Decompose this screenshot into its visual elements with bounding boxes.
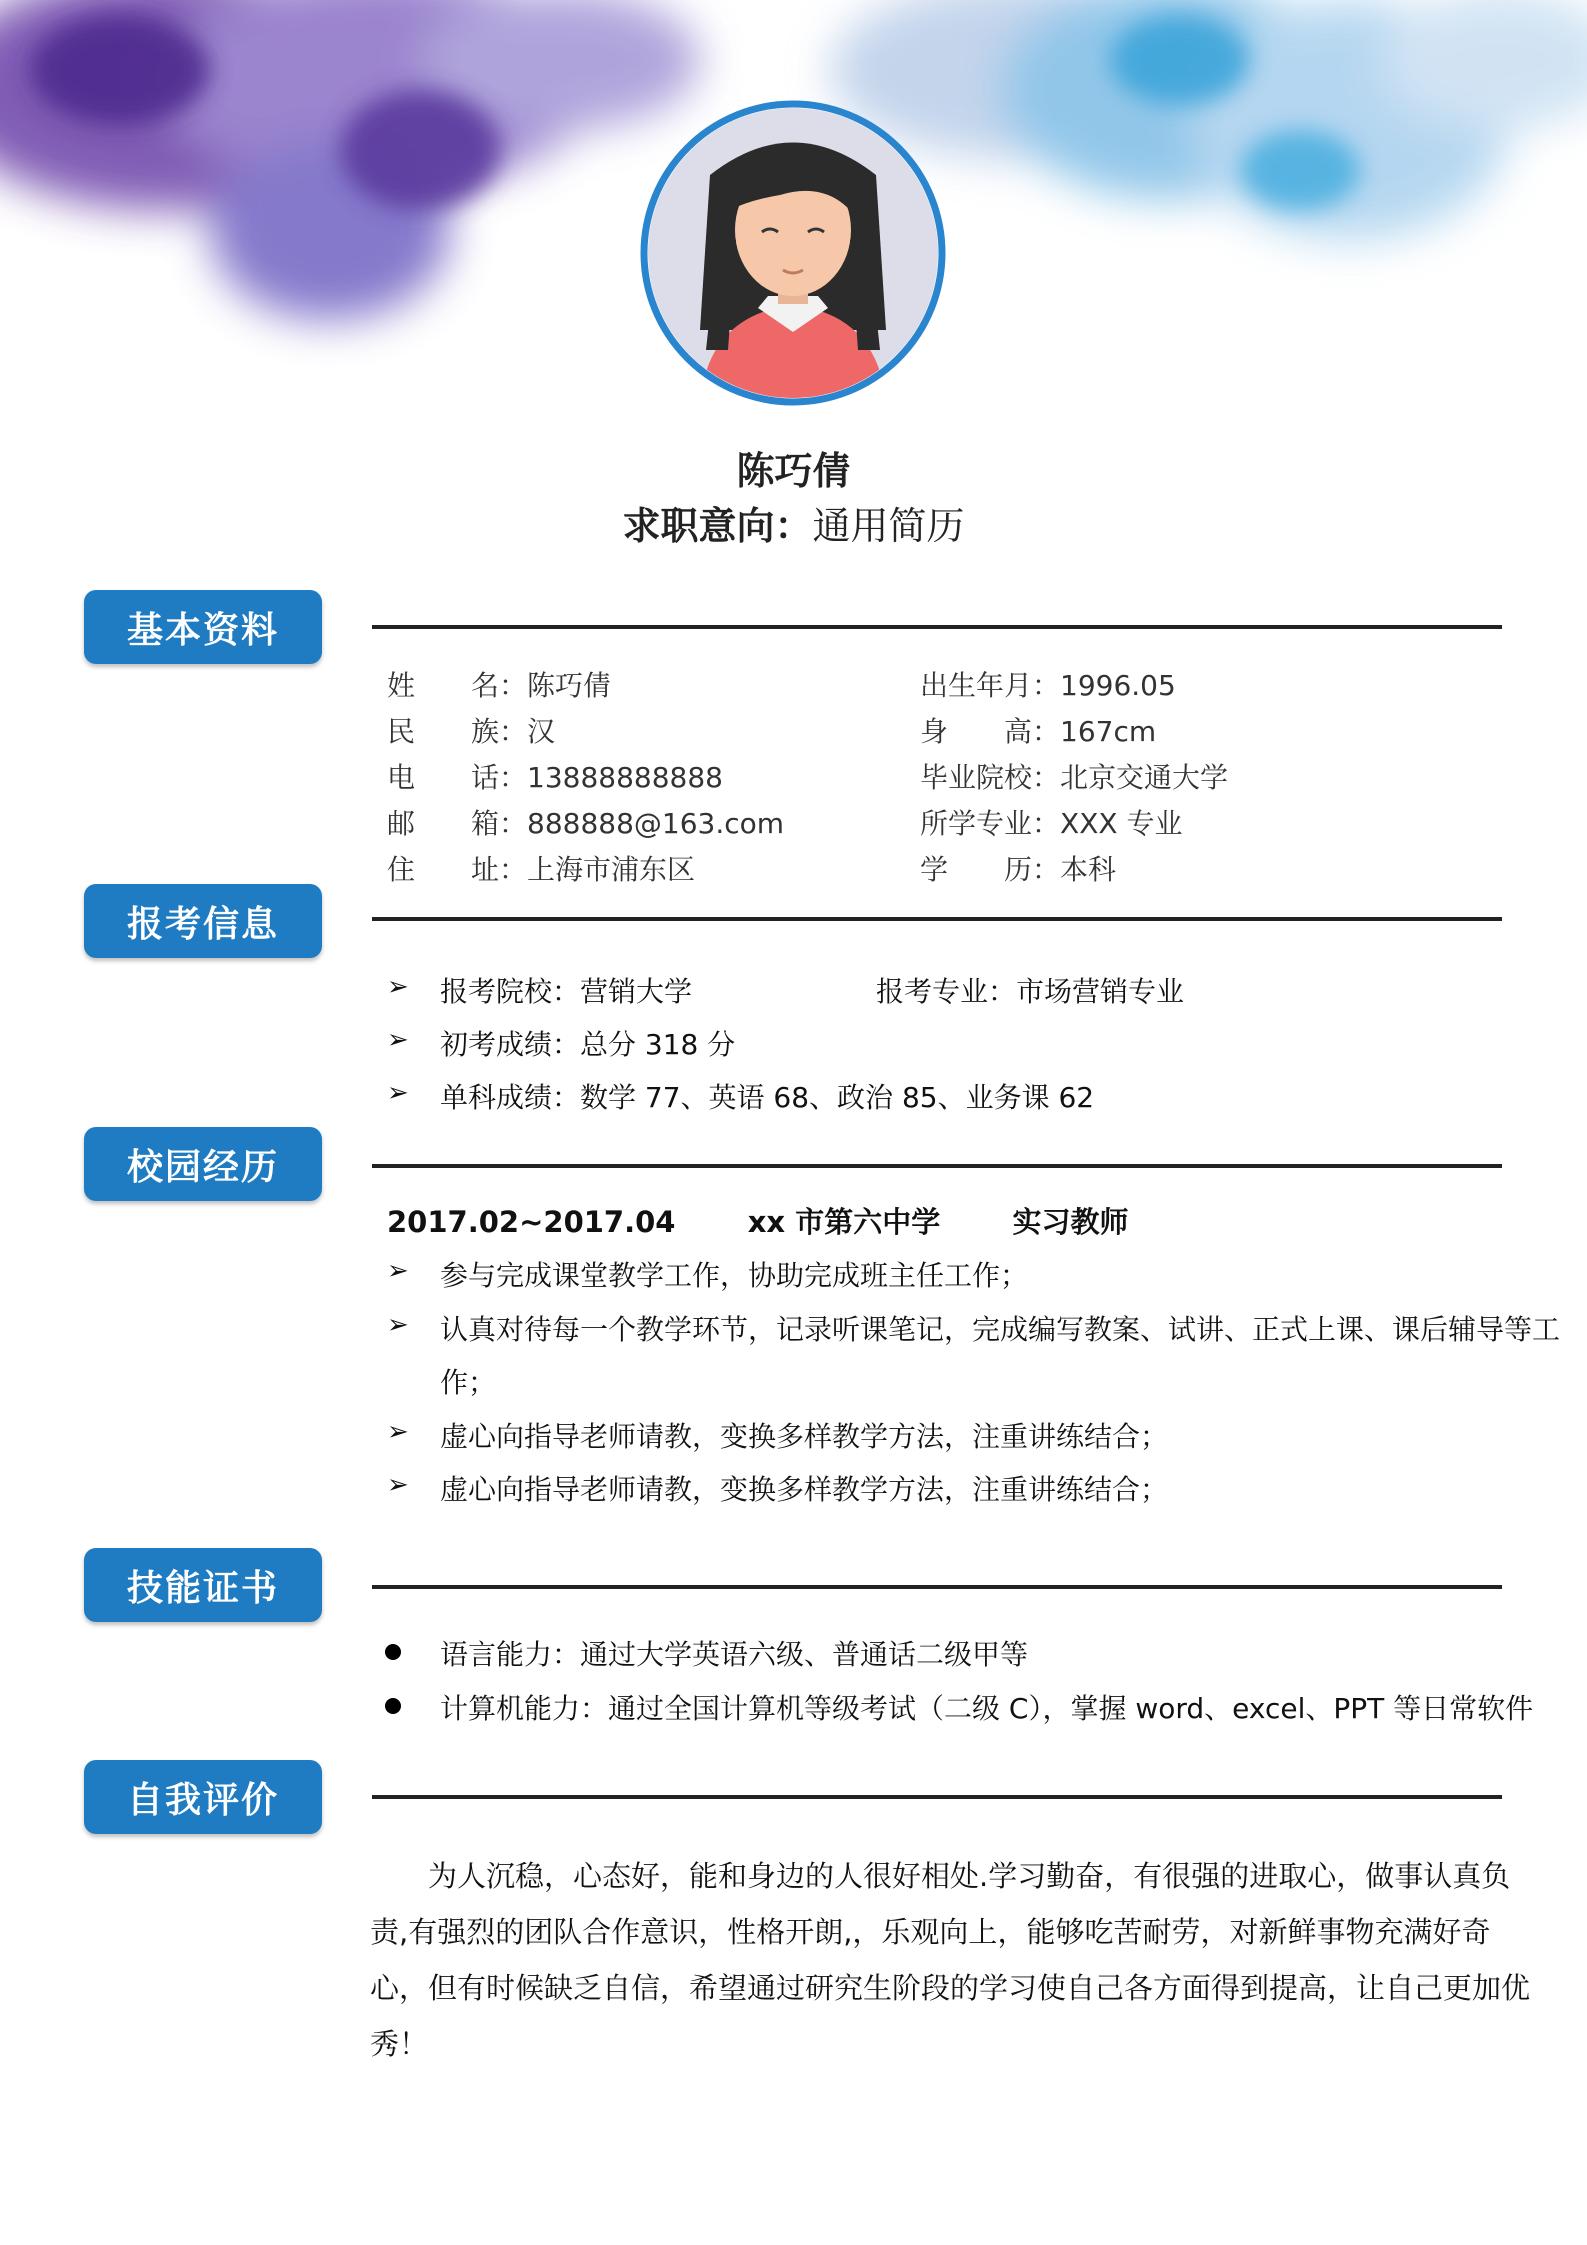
exam-subject-scores: 单科成绩：数学 77、英语 68、政治 85、业务课 62 bbox=[440, 1081, 1095, 1114]
arrow-bullet-icon: ➢ bbox=[387, 1025, 409, 1055]
experience-role: 实习教师 bbox=[1012, 1205, 1129, 1239]
info-row-degree bbox=[920, 848, 1116, 888]
job-intent-value: 通用简历 bbox=[812, 504, 965, 548]
section-divider bbox=[372, 1585, 1502, 1589]
info-label: 民 族： bbox=[387, 715, 528, 748]
info-value: 13888888888 bbox=[527, 761, 723, 794]
experience-item-continued: 作； bbox=[440, 1366, 497, 1399]
section-divider bbox=[372, 1795, 1502, 1799]
skill-item-computer: 计算机能力：通过全国计算机等级考试（二级 C），掌握 word、excel、PPT 等日常软件 bbox=[440, 1692, 1534, 1725]
arrow-bullet-icon: ➢ bbox=[387, 1256, 409, 1286]
info-label: 毕业院校： bbox=[920, 761, 1061, 794]
experience-item: 虚心向指导老师请教，变换多样教学方法，注重讲练结合； bbox=[440, 1420, 1169, 1453]
arrow-bullet-icon: ➢ bbox=[387, 1310, 409, 1340]
info-row-major bbox=[920, 802, 1182, 842]
info-row-phone bbox=[387, 756, 723, 796]
job-intent-label: 求职意向： bbox=[622, 504, 813, 548]
section-tab-campus: 校园经历 bbox=[84, 1127, 322, 1201]
info-row-name bbox=[387, 664, 611, 704]
exam-major: 报考专业：市场营销专业 bbox=[876, 975, 1185, 1008]
info-value: 北京交通大学 bbox=[1060, 761, 1229, 794]
experience-item: 认真对待每一个教学环节，记录听课笔记，完成编写教案、试讲、正式上课、课后辅导等工 bbox=[440, 1313, 1561, 1346]
avatar bbox=[640, 100, 946, 406]
section-divider bbox=[372, 625, 1502, 629]
info-value: 汉 bbox=[527, 715, 556, 748]
info-label: 学 历： bbox=[920, 853, 1061, 886]
experience-item: 虚心向指导老师请教，变换多样教学方法，注重讲练结合； bbox=[440, 1473, 1169, 1506]
info-label: 邮 箱： bbox=[387, 807, 528, 840]
dot-bullet-icon bbox=[385, 1644, 401, 1660]
info-value: 1996.05 bbox=[1060, 669, 1176, 702]
exam-initial-score: 初考成绩：总分 318 分 bbox=[440, 1028, 736, 1061]
exam-school: 报考院校：营销大学 bbox=[440, 975, 693, 1008]
section-tab-basic-info: 基本资料 bbox=[84, 590, 322, 664]
arrow-bullet-icon: ➢ bbox=[387, 1470, 409, 1500]
experience-header bbox=[387, 1200, 1128, 1241]
experience-item: 参与完成课堂教学工作，协助完成班主任工作； bbox=[440, 1259, 1029, 1292]
info-value: 888888@163.com bbox=[527, 807, 785, 840]
section-tab-skills: 技能证书 bbox=[84, 1548, 322, 1622]
info-value: 167cm bbox=[1060, 715, 1157, 748]
section-divider bbox=[372, 917, 1502, 921]
self-evaluation-text: 为人沉稳，心态好，能和身边的人很好相处.学习勤奋，有很强的进取心，做事认真负责,有强烈的团队合作意识，性格开朗,，乐观向上，能够吃苦耐劳，对新鲜事物充满好奇心，但有时候缺乏自信，希望通过研究生阶段的学习使自己各方面得到提高，让自己更加优秀！ bbox=[370, 1859, 1531, 2061]
info-value: 本科 bbox=[1060, 853, 1117, 886]
dot-bullet-icon bbox=[385, 1698, 401, 1714]
info-row-height bbox=[920, 710, 1156, 750]
info-row-birth bbox=[920, 664, 1176, 704]
skill-item-language: 语言能力：通过大学英语六级、普通话二级甲等 bbox=[440, 1638, 1029, 1671]
arrow-bullet-icon: ➢ bbox=[387, 1078, 409, 1108]
info-label: 身 高： bbox=[920, 715, 1061, 748]
info-label: 电 话： bbox=[387, 761, 528, 794]
job-intent bbox=[0, 495, 1587, 550]
info-row-address bbox=[387, 848, 695, 888]
applicant-name: 陈巧倩 bbox=[736, 449, 851, 493]
info-label: 所学专业： bbox=[920, 807, 1061, 840]
arrow-bullet-icon: ➢ bbox=[387, 1417, 409, 1447]
info-row-email bbox=[387, 802, 784, 842]
info-row-university bbox=[920, 756, 1228, 796]
experience-org: xx 市第六中学 bbox=[747, 1205, 941, 1239]
arrow-bullet-icon: ➢ bbox=[387, 972, 409, 1002]
info-value: XXX 专业 bbox=[1060, 807, 1183, 840]
info-value: 陈巧倩 bbox=[527, 669, 612, 702]
info-label: 姓 名： bbox=[387, 669, 528, 702]
section-divider bbox=[372, 1164, 1502, 1168]
info-label: 住 址： bbox=[387, 853, 528, 886]
section-tab-self-eval: 自我评价 bbox=[84, 1760, 322, 1834]
experience-period: 2017.02~2017.04 bbox=[387, 1205, 676, 1239]
info-value: 上海市浦东区 bbox=[527, 853, 696, 886]
info-label: 出生年月： bbox=[920, 669, 1061, 702]
section-tab-exam-info: 报考信息 bbox=[84, 884, 322, 958]
info-row-ethnicity bbox=[387, 710, 555, 750]
